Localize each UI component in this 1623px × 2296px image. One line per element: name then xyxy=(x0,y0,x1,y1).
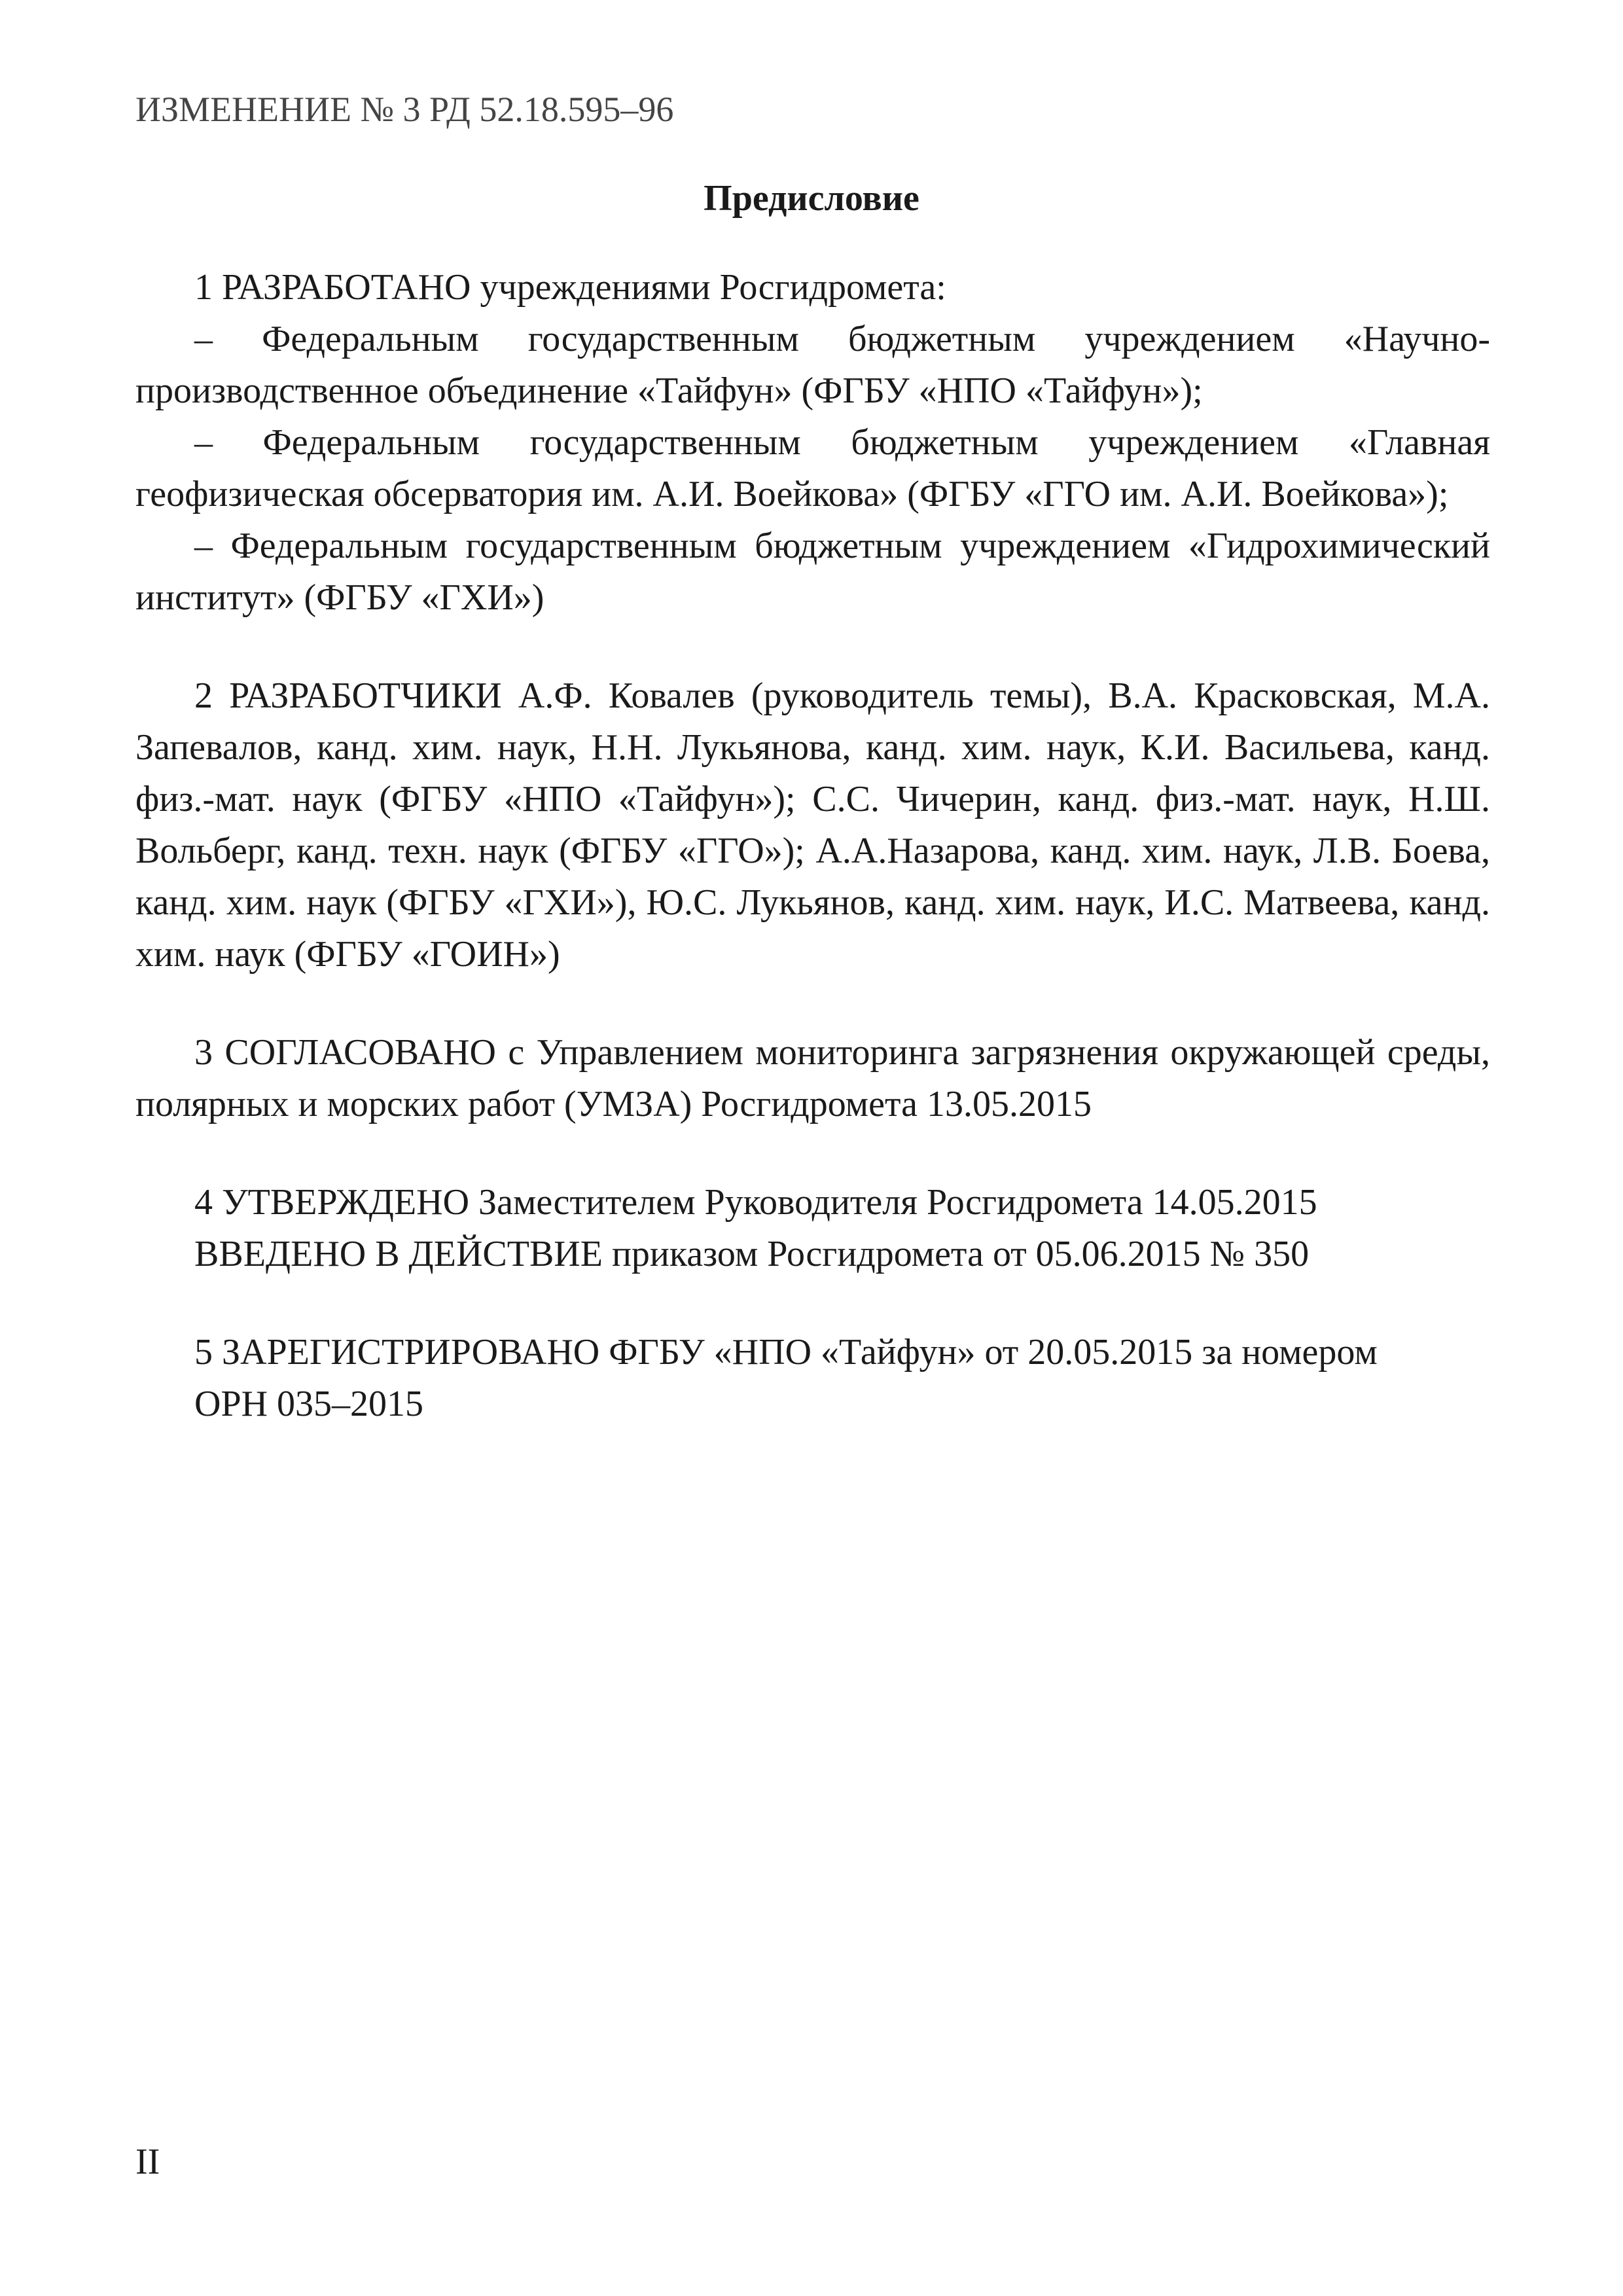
section-4-enacted-line: ВВЕДЕНО В ДЕЙСТВИЕ приказом Росгидромета от 05.06.2015 № 350 xyxy=(194,1234,1310,1274)
section-1-item-ggo: – Федеральным государственным бюджетным учреждением «Главная геофизическая обсерватория им. А.И. Воейкова» (ФГБУ «ГГО им. А.И. Воейкова»); xyxy=(135,422,1490,514)
section-approved xyxy=(135,1177,1490,1280)
section-developed-by xyxy=(135,262,1490,624)
page-number: II xyxy=(135,2142,160,2182)
foreword-heading: Предисловие xyxy=(704,178,919,219)
foreword-body xyxy=(135,262,1490,1477)
section-1-item-ghi: – Федеральным государственным бюджетным учреждением «Гидрохимический институт» (ФГБУ «ГХИ») xyxy=(135,526,1490,618)
section-2-text: 2 РАЗРАБОТЧИКИ А.Ф. Ковалев (руководитель темы), В.А. Красковская, М.А. Запевалов, канд. хим. наук, Н.Н. Лукьянова, канд. хим. наук, К.И. Васильева, канд. физ.-мат. наук (ФГБУ «НПО «Тайфун»); С.С. Чичерин, канд. физ.-мат. наук, Н.Ш. Вольберг, канд. техн. наук (ФГБУ «ГГО»); А.А.Назарова, канд. хим. наук, Л.В. Боева, канд. хим. наук (ФГБУ «ГХИ»), Ю.С. Лукьянов, канд. хим. наук, И.С. Матвеева, канд. хим. наук (ФГБУ «ГОИН») xyxy=(135,675,1490,975)
section-agreed xyxy=(135,1027,1490,1130)
section-developers xyxy=(135,670,1490,980)
section-5-registered-line: 5 ЗАРЕГИСТРИРОВАНО ФГБУ «НПО «Тайфун» от 20.05.2015 за номером xyxy=(194,1332,1378,1372)
section-5-number-line: ОРН 035–2015 xyxy=(194,1384,424,1424)
section-registered xyxy=(135,1327,1490,1430)
section-3-text: 3 СОГЛАСОВАНО с Управлением мониторинга загрязнения окружающей среды, полярных и морских работ (УМЗА) Росгидромета 13.05.2015 xyxy=(135,1032,1490,1124)
document-header: ИЗМЕНЕНИЕ № 3 РД 52.18.595–96 xyxy=(135,90,674,129)
section-1-item-taifun: – Федеральным государственным бюджетным учреждением «Научно-производственное объединение «Тайфун» (ФГБУ «НПО «Тайфун»); xyxy=(135,319,1490,411)
section-4-approved-line: 4 УТВЕРЖДЕНО Заместителем Руководителя Росгидромета 14.05.2015 xyxy=(194,1182,1317,1223)
section-1-intro: 1 РАЗРАБОТАНО учреждениями Росгидромета: xyxy=(194,267,946,308)
